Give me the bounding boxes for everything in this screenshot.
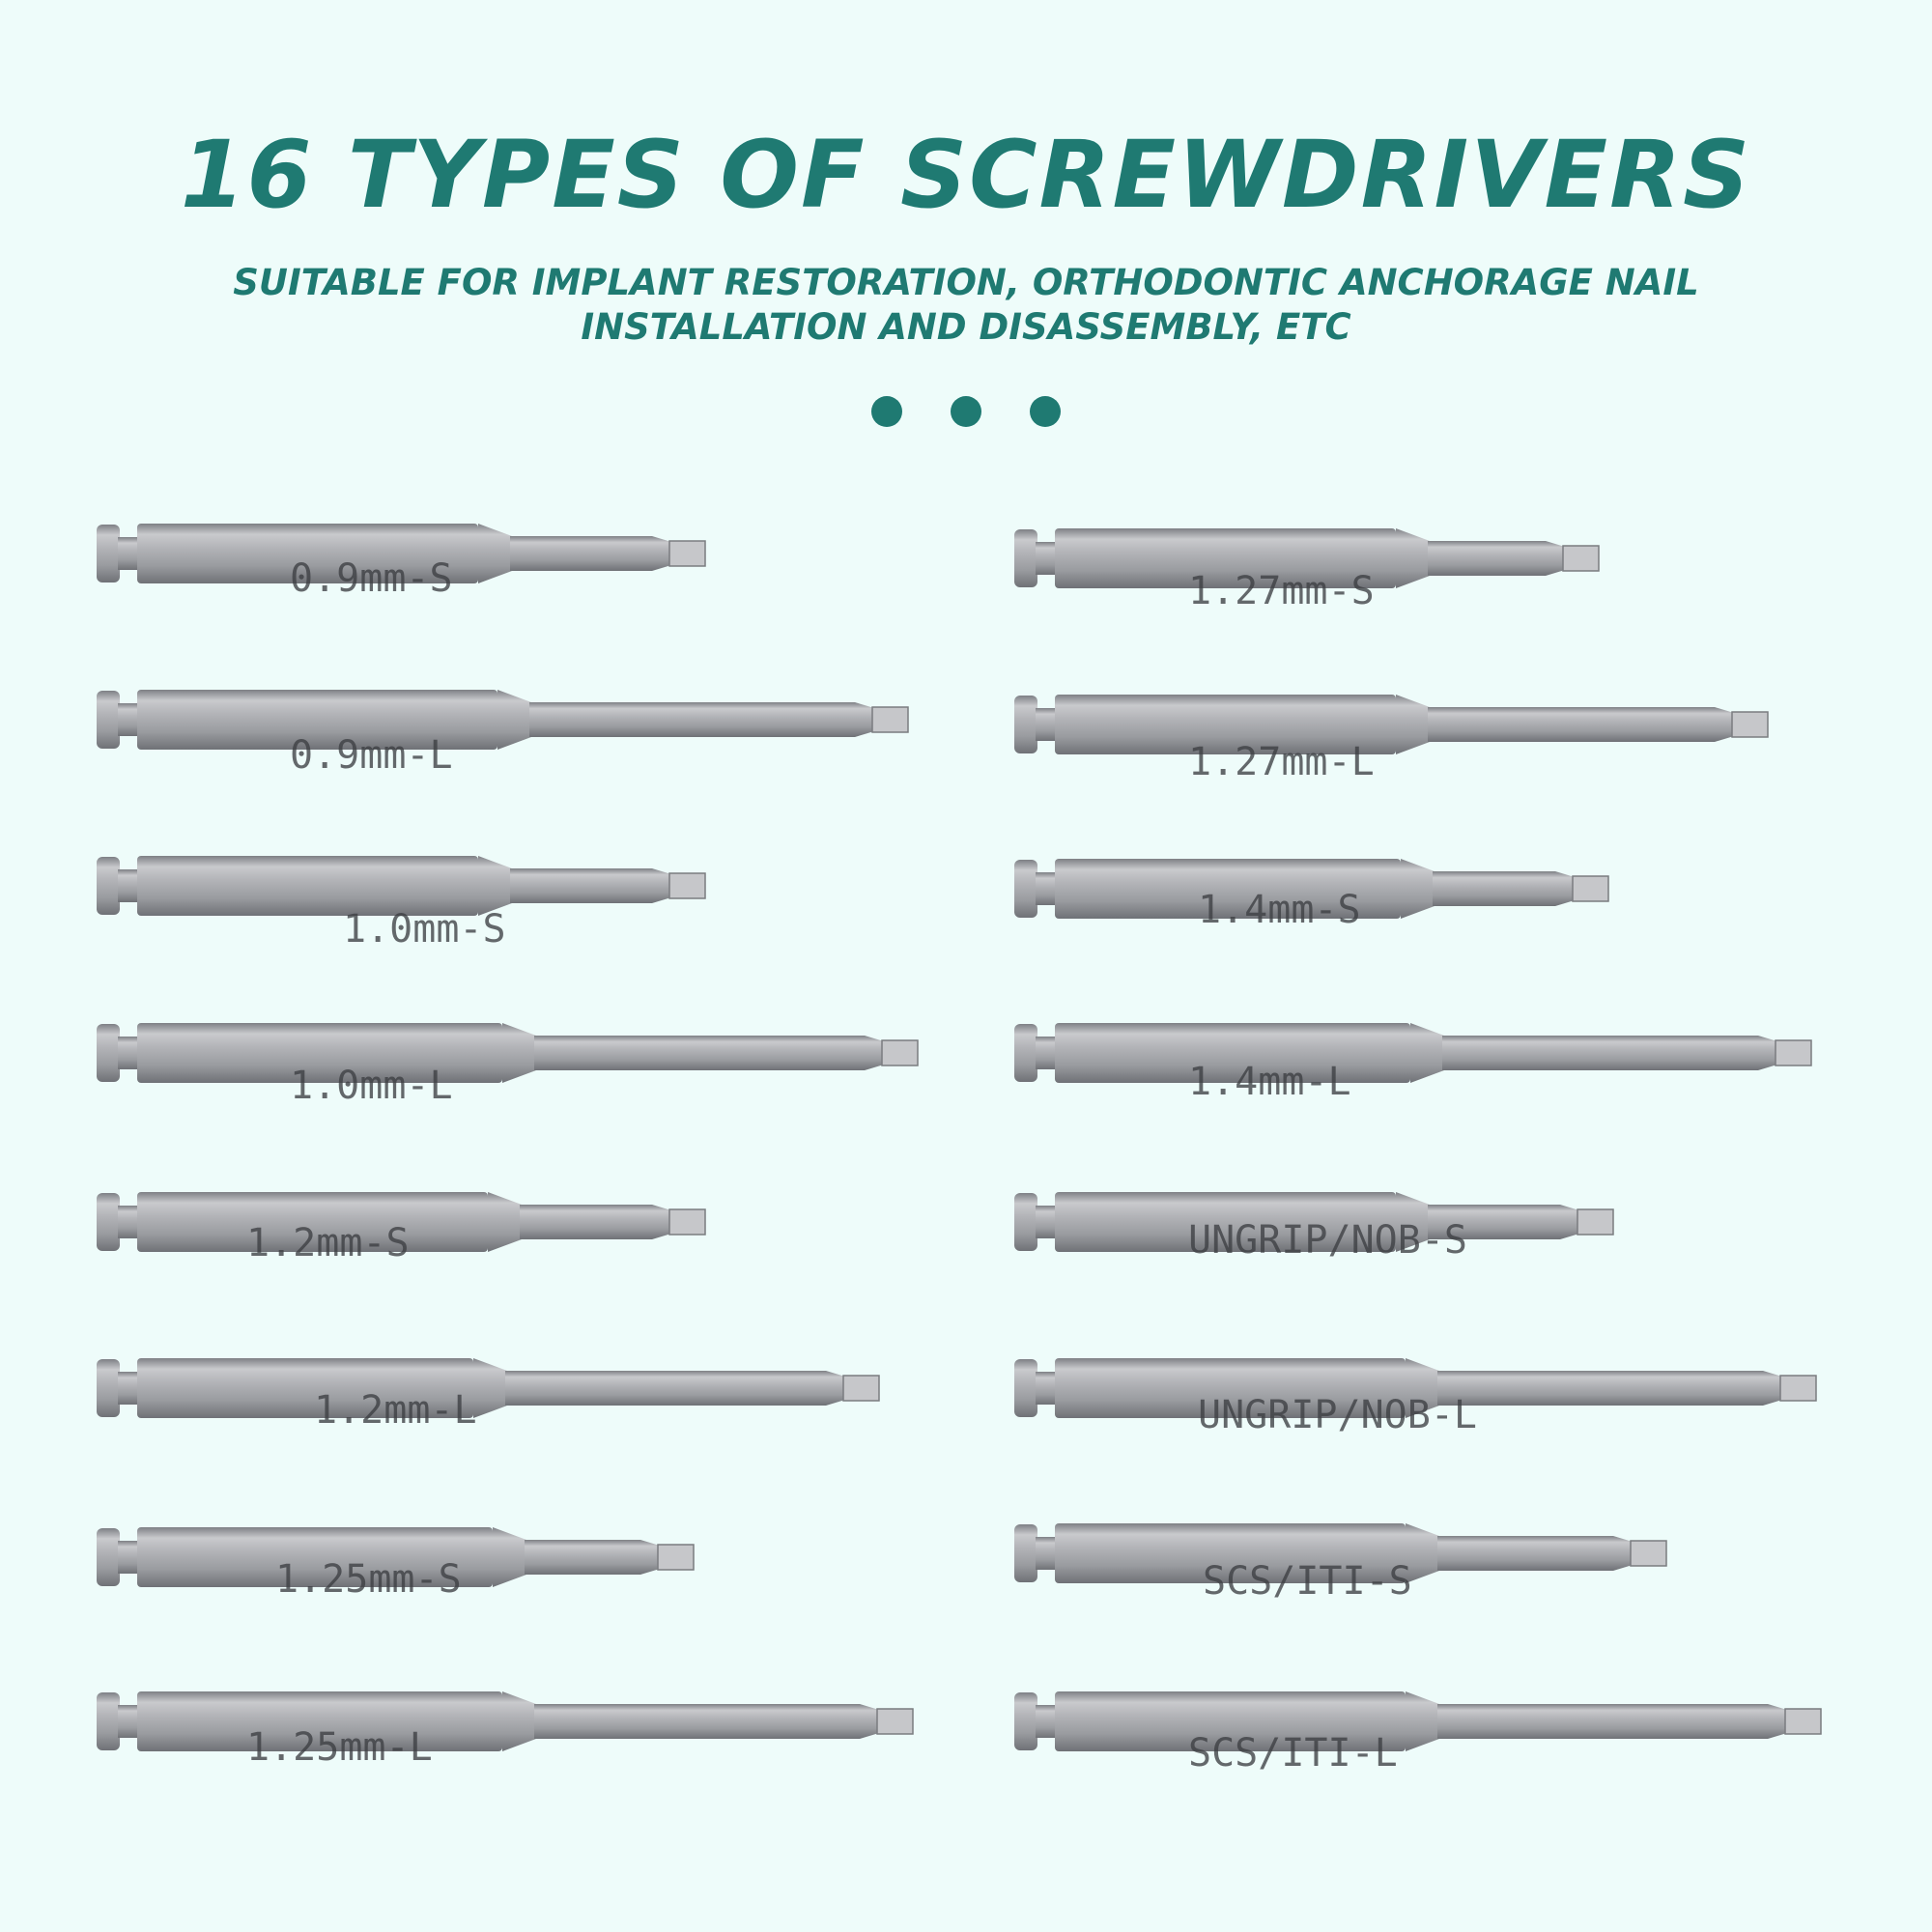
dot-icon xyxy=(1030,396,1061,427)
screwdriver-label: 1.25mm-L xyxy=(246,1725,433,1770)
screwdriver-label: UNGRIP/NOB-S xyxy=(1188,1218,1467,1263)
screwdriver-icon xyxy=(97,1014,927,1108)
screwdriver-label: 1.25mm-S xyxy=(275,1557,462,1602)
screwdriver-icon xyxy=(1014,1014,1821,1104)
subtitle-line-1: SUITABLE FOR IMPLANT RESTORATION, ORTHODONTIC ANCHORAGE NAIL xyxy=(233,262,1699,303)
screwdriver-icon xyxy=(97,681,918,778)
screwdriver-item xyxy=(1014,1683,1831,1776)
screwdriver-icon xyxy=(1014,520,1608,613)
screwdriver-icon xyxy=(97,1683,923,1770)
screwdriver-icon xyxy=(1014,1515,1676,1604)
screwdriver-icon xyxy=(97,515,715,601)
screwdriver-icon xyxy=(97,1183,715,1265)
subtitle xyxy=(0,261,1932,350)
screwdriver-label: 1.27mm-S xyxy=(1188,569,1375,613)
screwdriver-label: 1.0mm-L xyxy=(290,1064,453,1108)
screwdriver-label: 1.27mm-L xyxy=(1188,740,1375,784)
screwdriver-label: SCS/ITI-S xyxy=(1203,1559,1412,1604)
screwdriver-item xyxy=(97,1519,703,1602)
screwdriver-item xyxy=(97,1350,889,1433)
screwdriver-icon xyxy=(1014,1350,1826,1437)
screwdriver-label: 0.9mm-L xyxy=(290,733,453,778)
screwdriver-item xyxy=(1014,1350,1826,1437)
screwdriver-label: 1.2mm-L xyxy=(314,1388,477,1433)
screwdriver-icon xyxy=(97,847,715,952)
screwdriver-label: 1.0mm-S xyxy=(343,907,506,952)
screwdriver-icon xyxy=(97,1519,703,1602)
screwdriver-label: 0.9mm-S xyxy=(290,556,453,601)
dot-icon xyxy=(951,396,981,427)
screwdriver-item xyxy=(97,1014,927,1108)
screwdriver-item xyxy=(1014,1515,1676,1604)
subtitle-line-2: INSTALLATION AND DISASSEMBLY, ETC xyxy=(581,306,1351,348)
screwdriver-label: 1.4mm-L xyxy=(1188,1060,1351,1104)
screwdriver-item xyxy=(1014,1183,1623,1261)
screwdriver-icon xyxy=(1014,686,1777,784)
screwdriver-label: SCS/ITI-L xyxy=(1188,1731,1398,1776)
screwdriver-item xyxy=(1014,1014,1821,1104)
dot-icon xyxy=(871,396,902,427)
divider-dots xyxy=(0,396,1932,427)
screwdriver-item xyxy=(97,1183,715,1265)
screwdriver-item xyxy=(1014,686,1777,784)
page-title: 16 TYPES OF SCREWDRIVERS xyxy=(180,121,1752,229)
screwdriver-item xyxy=(97,515,715,601)
screwdriver-label: UNGRIP/NOB-L xyxy=(1198,1393,1477,1437)
screwdriver-label: 1.4mm-S xyxy=(1198,888,1361,932)
screwdriver-label: 1.2mm-S xyxy=(246,1221,410,1265)
screwdriver-item xyxy=(97,847,715,952)
screwdriver-item xyxy=(97,681,918,778)
screwdriver-icon xyxy=(97,1350,889,1433)
screwdriver-icon xyxy=(1014,850,1618,932)
screwdriver-item xyxy=(1014,850,1618,932)
screwdriver-item xyxy=(1014,520,1608,613)
screwdriver-icon xyxy=(1014,1683,1831,1776)
screwdriver-icon xyxy=(1014,1183,1623,1261)
screwdriver-item xyxy=(97,1683,923,1770)
